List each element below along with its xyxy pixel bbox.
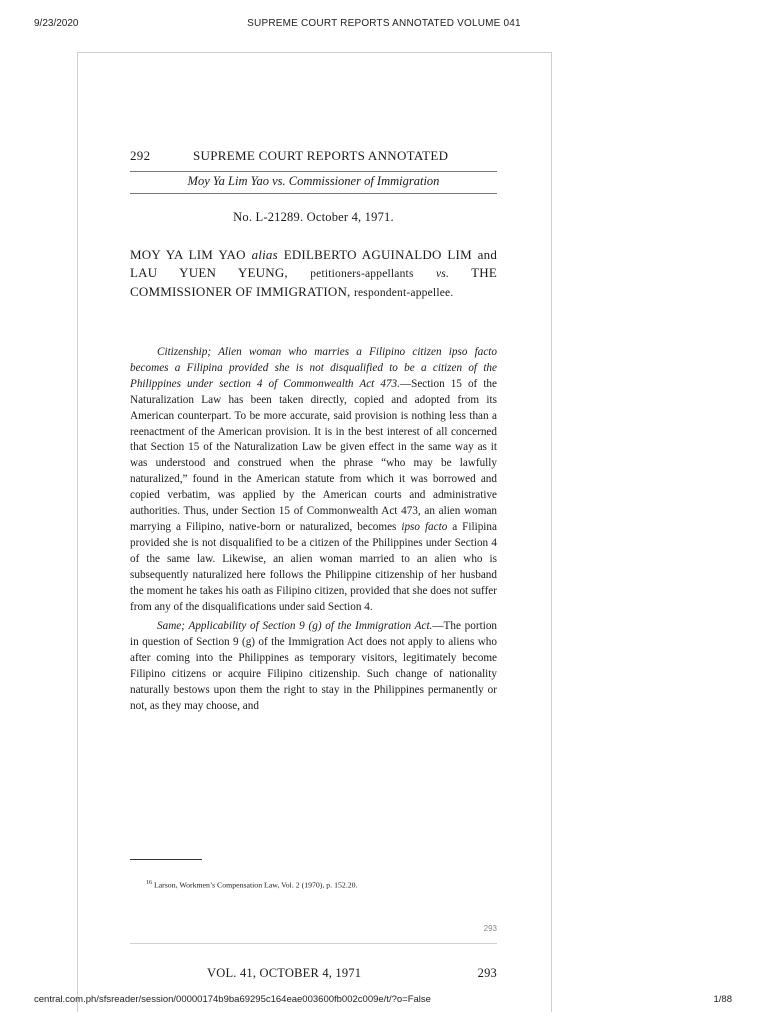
alias-label: alias	[251, 247, 278, 262]
syllabus-italic-term: ipso facto	[401, 520, 448, 533]
footnote-rule	[130, 859, 202, 860]
party-name-3: THE COMMISSIONER OF IMMIGRATION,	[130, 265, 498, 299]
case-parties	[130, 246, 497, 302]
print-url: central.com.ph/sfsreader/session/00000174b9ba69295c164eae003600fb002c009e/t/?o=False	[34, 994, 431, 1005]
party-role-2: respondent-appellee.	[353, 287, 454, 299]
footnote-text: Larson, Workmen’s Compensation Law, Vol. 2 (1970), p. 152.20.	[153, 880, 358, 890]
print-header	[0, 18, 768, 32]
syllabus-body-2: —The portion in question of Section 9 (g) of the Immigration Act does not apply to aliens who after coming into the Philippines as temporary visitors, legitimately become Filipino citizens or acquire Filipino citizenship. Such change of nationality naturally bestows upon them the right to stay in the Philippines permanently or not, as they may choose, and	[130, 620, 498, 712]
case-number: No. L-21289. October 4, 1971.	[233, 210, 394, 224]
syllabus-body-1b: a Filipina provided she is not disqualified to be a citizen of the Philippines under Section 4 of the same law. Likewise, an alien woman married to an alien who is subsequently naturalized here follows the Philippine citizenship of her husband the moment he takes his oath as Filipino citizen, provided that she does not suffer from any of the disqualifications under said Section 4.	[130, 520, 497, 613]
footnote-marker: 16	[146, 880, 152, 886]
syllabus-heading-1: Citizenship; Alien woman who marries a Filipino citizen ipso facto becomes a Filipina provided she is not disqualified to be a citizen of the Philippines under section 4 of Commonwealth Act 473.	[130, 346, 497, 390]
party-name-1: MOY YA LIM YAO	[130, 247, 246, 262]
page-number: 292	[130, 148, 151, 163]
running-title: SUPREME COURT REPORTS ANNOTATED	[193, 148, 449, 163]
syllabus	[130, 345, 497, 715]
next-page-label: 293	[483, 924, 497, 933]
syllabus-paragraph-1	[130, 345, 497, 615]
syllabus-heading-2: Same; Applicability of Section 9 (g) of the Immigration Act.	[157, 620, 433, 633]
next-page-running-head	[130, 966, 497, 982]
print-footer	[0, 994, 768, 1008]
party-name-2: EDILBERTO AGUINALDO LIM and LAU YUEN YEUNG,	[130, 247, 498, 280]
print-page-counter: 1/88	[713, 994, 732, 1005]
syllabus-paragraph-2	[130, 619, 497, 714]
running-head	[130, 148, 497, 164]
party-role-1: petitioners-appellants	[310, 268, 414, 280]
print-date: 9/23/2020	[34, 18, 79, 29]
footnote	[146, 880, 486, 890]
versus-label: vs.	[435, 268, 450, 280]
print-title: SUPREME COURT REPORTS ANNOTATED VOLUME 041	[247, 18, 521, 29]
case-subtitle: Moy Ya Lim Yao vs. Commissioner of Immigration	[187, 174, 440, 188]
volume-line: VOL. 41, OCTOBER 4, 1971	[207, 966, 362, 980]
header-rule-bottom	[130, 193, 497, 194]
next-page-number: 293	[477, 966, 497, 980]
syllabus-body-1a: —Section 15 of the Naturalization Law has been taken directly, copied and adopted from its American counterpart. To be more accurate, said provision is nothing less than a reenactment of the American provision. It is in the best interest of all concerned that Section 15 of the Naturalization Law be given effect in the same way as it was understood and construed when the phrase “who may be lawfully naturalized,” found in the American statute from which it was borrowed and copied verbatim, was applied by the American courts and administrative authorities. Thus, under Section 15 of Commonwealth Act 473, an alien woman marrying a Filipino, native-born or naturalized, becomes	[130, 377, 497, 533]
page-separator	[130, 943, 497, 944]
